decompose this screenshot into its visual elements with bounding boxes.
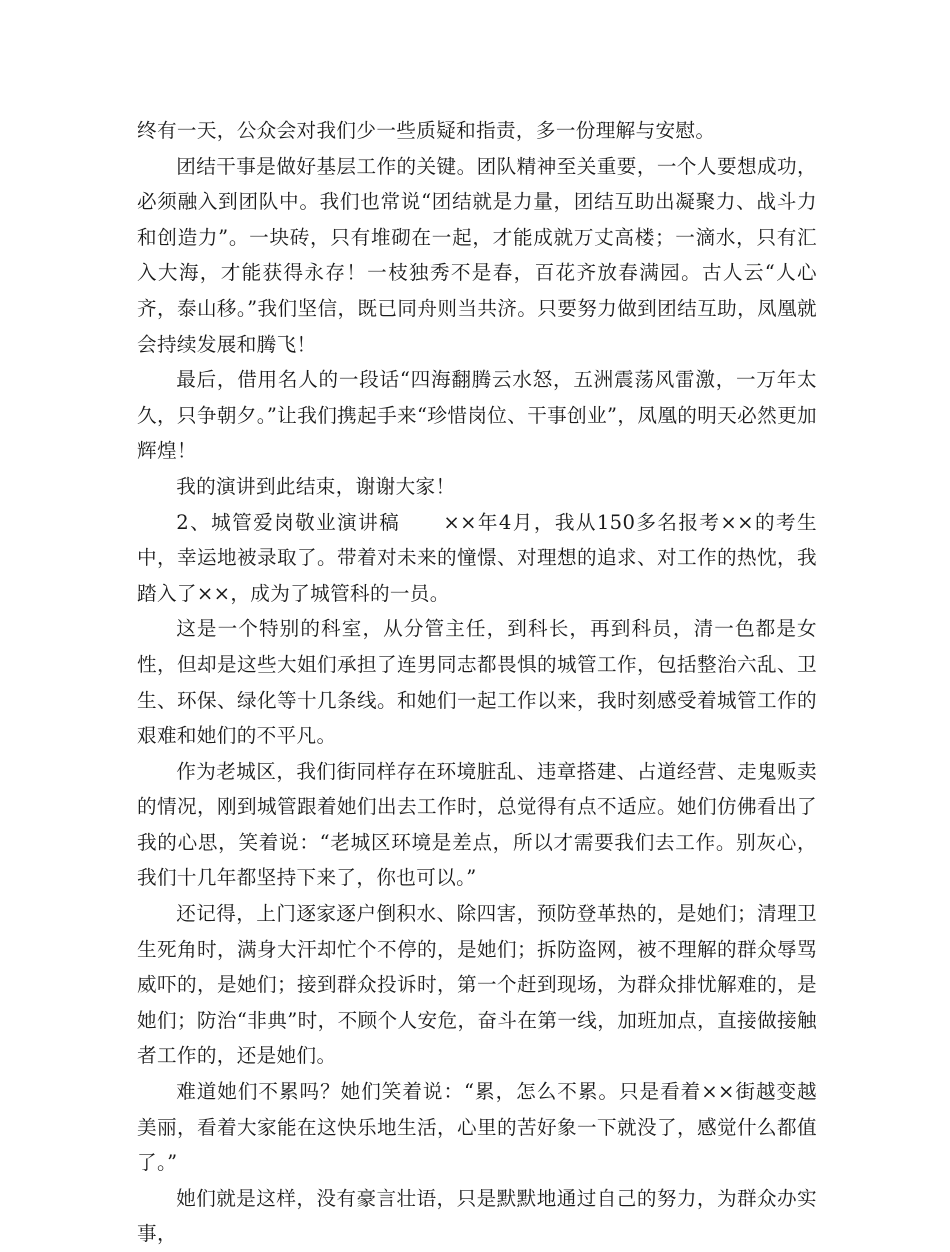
paragraph-old-district: 作为老城区，我们街同样存在环境脏乱、违章搭建、占道经营、走鬼贩卖的情况，刚到城管跟着她们出去工作时，总觉得有点不适应。她们仿佛看出了我的心思，笑着说：“老城区环境是差点，所以才需要我们去工作。别灰心，我们十几年都坚持下来了，你也可以。”: [137, 759, 817, 890]
speech-two-heading: 2、城管爱岗敬业演讲稿: [176, 510, 401, 534]
paragraph-unity: 团结干事是做好基层工作的关键。团队精神至关重要，一个人要想成功，必须融入到团队中。我们也常说“团结就是力量，团结互助出凝聚力、战斗力和创造力”。一块砖，只有堆砌在一起，才能成就万丈高楼；一滴水，只有汇入大海，才能获得永存！一枝独秀不是春，百花齐放春满园。古人云“人心齐，泰山移。”我们坚信，既已同舟则当共济。只要努力做到团结互助，凤凰就会持续发展和腾飞！: [137, 154, 817, 356]
paragraph-continuation: 终有一天，公众会对我们少一些质疑和指责，多一份理解与安慰。: [137, 119, 716, 142]
paragraph-speech-two-intro: [137, 505, 817, 612]
paragraph-special-office: 这是一个特别的科室，从分管主任，到科长，再到科员，清一色都是女性，但却是这些大姐们承担了连男同志都畏惧的城管工作，包括整治六乱、卫生、环保、绿化等十几条线。和她们一起工作以来，我时刻感受着城管工作的艰难和她们的不平凡。: [137, 617, 817, 748]
paragraph-tired: 难道她们不累吗？她们笑着说：“累，怎么不累。只是看着××街越变越美丽，看着大家能在这快乐地生活，心里的苦好象一下就没了，感觉什么都值了。”: [137, 1080, 817, 1175]
speech-two-intro-text: ××年4月，我从150多名报考××的考生中，幸运地被录取了。带着对未来的憧憬、对理想的追求、对工作的热忱，我踏入了××，成为了城管科的一员。: [137, 510, 817, 605]
paragraph-this-way: 她们就是这样，没有豪言壮语，只是默默地通过自己的努力，为群众办实事，: [137, 1186, 817, 1246]
paragraph-thanks: 我的演讲到此结束，谢谢大家！: [176, 474, 456, 498]
paragraph-closing-quote: 最后，借用名人的一段话“四海翻腾云水怒，五洲震荡风雷激，一万年太久，只争朝夕。”让我们携起手来“珍惜岗位、干事创业”，凤凰的明天必然更加辉煌！: [137, 368, 817, 463]
document-body: [137, 113, 817, 1252]
paragraph-remember: 还记得，上门逐家逐户倒积水、除四害，预防登革热的，是她们；清理卫生死角时，满身大汗却忙个不停的，是她们；拆防盗网，被不理解的群众辱骂威吓的，是她们；接到群众投诉时，第一个赶到现场，为群众排忧解难的，是她们；防治“非典”时，不顾个人安危，奋斗在第一线，加班加点，直接做接触者工作的，还是她们。: [137, 902, 817, 1068]
